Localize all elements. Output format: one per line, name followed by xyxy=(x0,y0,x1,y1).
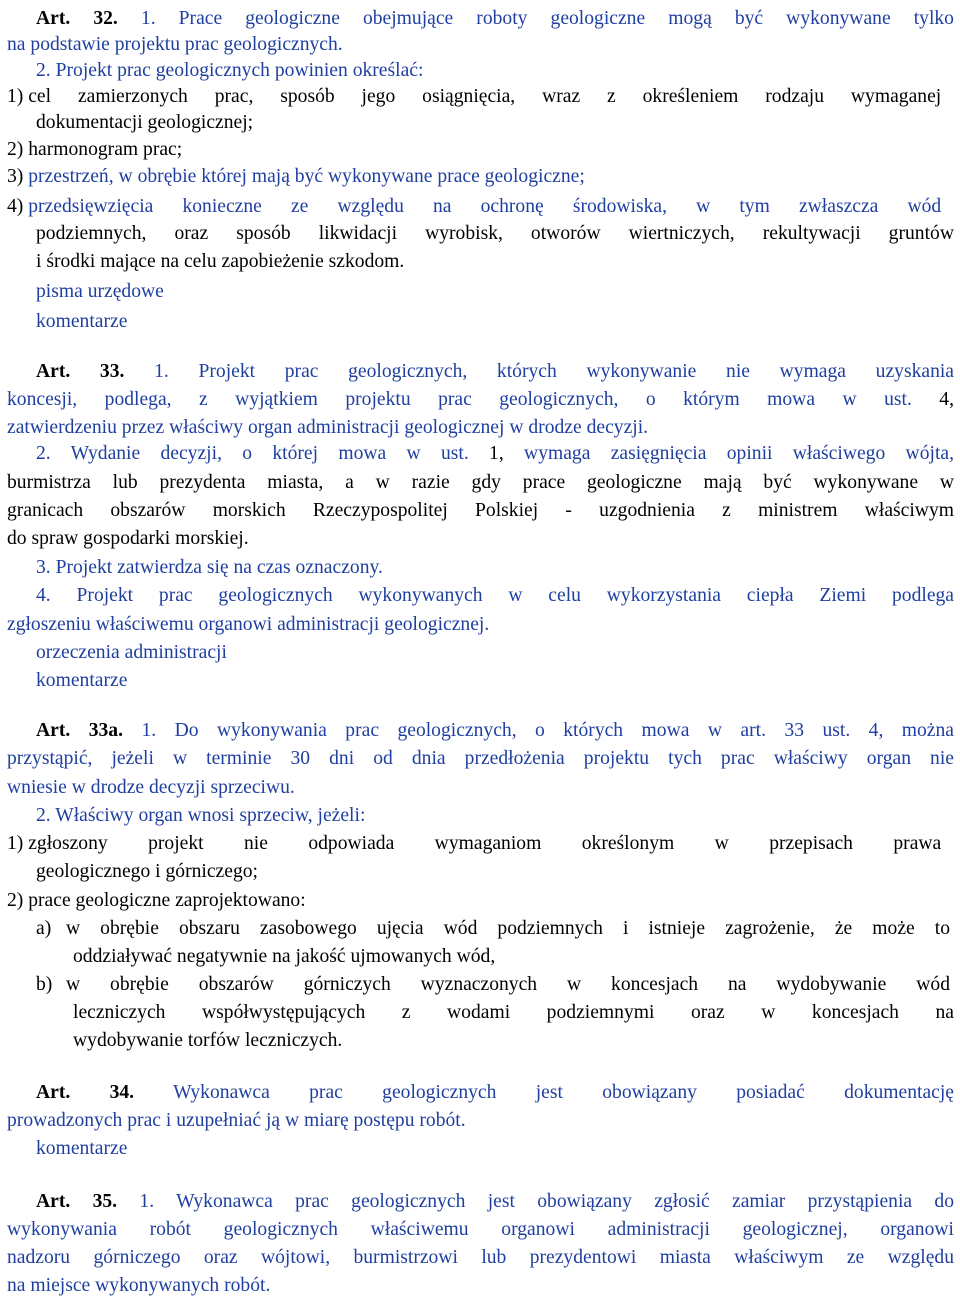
art35-line-3 xyxy=(7,1245,954,1271)
art32-line-3 xyxy=(36,58,954,84)
art32-line-1 xyxy=(36,6,954,32)
paragraph-text[interactable]: koncesji, podlega, z wyjątkiem projektu prac geologicznych, o którym mowa w ust. xyxy=(7,389,912,410)
art33-line-5 xyxy=(7,470,954,496)
paragraph-text: granicach obszarów morskich Rzeczypospolitej Polskiej - uzgodnienia z ministrem właściwym xyxy=(7,500,954,521)
list-item xyxy=(7,831,954,857)
sub-text: w obrębie obszaru zasobowego ujęcia wód podziemnych i istnieje zagrożenie, że może to xyxy=(66,918,950,939)
list-item-cont xyxy=(36,859,954,885)
paragraph-text[interactable]: Do wykonywania prac geologicznych, o których mowa w art. 33 ust. 4, można xyxy=(174,720,954,741)
sub-item xyxy=(36,972,954,998)
paragraph-number[interactable]: 4. xyxy=(36,585,51,606)
paragraph-text[interactable]: Projekt prac geologicznych wykonywanych w celu wykorzystania ciepła Ziemi podlega xyxy=(76,585,955,606)
paragraph-text[interactable]: Wykonawca prac geologicznych jest obowiązany zgłosić zamiar przystąpienia do xyxy=(176,1191,954,1212)
list-text: i środki mające na celu zapobieżenie szkodom. xyxy=(36,251,405,272)
art33-line-7 xyxy=(7,526,954,552)
list-number: 1) xyxy=(7,833,24,854)
paragraph-text[interactable]: zatwierdzeniu przez właściwy organ administracji geologicznej w drodze decyzji. xyxy=(7,417,649,438)
list-text[interactable]: przestrzeń, w obrębie której mają być wykonywane prace geologiczne; xyxy=(28,166,585,187)
paragraph-text[interactable]: Prace geologiczne obejmujące roboty geologiczne mogą być wykonywane tylko xyxy=(178,8,954,29)
list-text[interactable]: przedsięwzięcia konieczne ze względu na ochronę środowiska, w tym zwłaszcza wód xyxy=(28,196,942,217)
list-number: 2) xyxy=(7,139,24,160)
paragraph-text: do spraw gospodarki morskiej. xyxy=(7,528,249,549)
list-text: podziemnych, oraz sposób likwidacji wyrobisk, otworów wiertniczych, rekultywacji gruntów xyxy=(36,223,954,244)
paragraph-text[interactable]: Projekt zatwierdza się na czas oznaczony. xyxy=(55,557,383,578)
sub-text: w obrębie obszarów górniczych wyznaczonych w koncesjach na wydobywanie wód xyxy=(66,974,950,995)
list-text: geologicznego i górniczego; xyxy=(36,861,258,882)
link-text[interactable]: komentarze xyxy=(36,670,128,691)
article-label: Art. 35. xyxy=(36,1191,118,1212)
paragraph-text[interactable]: zgłoszeniu właściwemu organowi administracji geologicznej. xyxy=(7,614,490,635)
paragraph-text: burmistrza lub prezydenta miasta, a w razie gdy prace geologiczne mają być wykonywane w xyxy=(7,472,954,493)
list-item xyxy=(7,137,954,163)
pisma-urzedowe-link[interactable] xyxy=(36,279,954,305)
art33-line-10 xyxy=(7,612,954,638)
sub-item xyxy=(36,916,954,942)
list-item xyxy=(7,84,954,110)
sub-number: a) xyxy=(36,918,52,939)
article-label: Art. 33. xyxy=(36,361,125,382)
art35-line-1 xyxy=(36,1189,954,1215)
art33-line-8 xyxy=(36,555,954,581)
paragraph-text[interactable]: prowadzonych prac i uzupełniać ją w miarę postępu robót. xyxy=(7,1110,466,1131)
paragraph-number[interactable]: 1. xyxy=(141,720,157,741)
art33a-line-3 xyxy=(7,775,954,801)
paragraph-number[interactable]: 2. xyxy=(36,60,51,81)
art35-line-4 xyxy=(7,1273,954,1299)
paragraph-text[interactable]: nadzoru górniczego oraz wójtowi, burmistrzowi lub prezydentowi miasta właściwym ze względu xyxy=(7,1247,954,1268)
art33-line-2 xyxy=(7,387,954,413)
art33-line-3 xyxy=(7,415,954,441)
list-text: zgłoszony projekt nie odpowiada wymaganiom określonym w przepisach prawa xyxy=(28,833,942,854)
list-text: dokumentacji geologicznej; xyxy=(36,112,254,133)
ref-number[interactable]: 1, xyxy=(489,443,504,464)
paragraph-text[interactable]: wniesie w drodze decyzji sprzeciwu. xyxy=(7,777,295,798)
list-item xyxy=(7,164,954,190)
sub-text: oddziaływać negatywnie na jakość ujmowanych wód, xyxy=(73,946,496,967)
art33a-line-2 xyxy=(7,746,954,772)
paragraph-number[interactable]: 2. xyxy=(36,805,51,826)
list-item-cont xyxy=(36,249,954,275)
komentarze-link[interactable] xyxy=(36,309,954,335)
sub-number: b) xyxy=(36,974,53,995)
link-text[interactable]: komentarze xyxy=(36,1138,128,1159)
art33a-line-4 xyxy=(36,803,954,829)
list-text: harmonogram prac; xyxy=(28,139,183,160)
orzeczenia-link[interactable] xyxy=(36,640,954,666)
list-item-cont xyxy=(36,110,954,136)
art33-line-9 xyxy=(36,583,954,609)
paragraph-text[interactable]: na podstawie projektu prac geologicznych. xyxy=(7,34,343,55)
art34-line-1 xyxy=(36,1080,954,1106)
art33a-line-1 xyxy=(36,718,954,744)
list-text: prace geologiczne zaprojektowano: xyxy=(28,890,306,911)
art33-line-4 xyxy=(36,441,954,467)
paragraph-text[interactable]: Właściwy organ wnosi sprzeciw, jeżeli: xyxy=(55,805,366,826)
art34-line-2 xyxy=(7,1108,954,1134)
paragraph-text[interactable]: Projekt prac geologicznych powinien określać: xyxy=(55,60,424,81)
komentarze-link[interactable] xyxy=(36,1136,954,1162)
paragraph-text[interactable]: Wykonawca prac geologicznych jest obowiązany posiadać dokumentację xyxy=(173,1082,954,1103)
list-number: 3) xyxy=(7,166,24,187)
art33-line-6 xyxy=(7,498,954,524)
paragraph-number[interactable]: 1. xyxy=(140,8,156,29)
paragraph-text[interactable]: przystąpić, jeżeli w terminie 30 dni od dnia przedłożenia projektu tych prac właściwy organ nie xyxy=(7,748,954,769)
list-text: cel zamierzonych prac, sposób jego osiągnięcia, wraz z określeniem rodzaju wymaganej xyxy=(28,86,942,107)
list-item-cont xyxy=(36,221,954,247)
paragraph-number[interactable]: 1. xyxy=(139,1191,155,1212)
art35-line-2 xyxy=(7,1217,954,1243)
ref-number[interactable]: 4, xyxy=(939,389,954,410)
art32-line-2 xyxy=(7,32,954,58)
paragraph-text[interactable]: Projekt prac geologicznych, których wykonywanie nie wymaga uzyskania xyxy=(198,361,955,382)
link-text[interactable]: komentarze xyxy=(36,311,128,332)
paragraph-text[interactable]: Wydanie decyzji, o której mowa w ust. xyxy=(70,443,469,464)
sub-item-cont xyxy=(73,944,954,970)
sub-item-cont xyxy=(73,1000,954,1026)
paragraph-number[interactable]: 2. xyxy=(36,443,51,464)
paragraph-number[interactable]: 3. xyxy=(36,557,51,578)
link-text[interactable]: pisma urzędowe xyxy=(36,281,164,302)
sub-text: leczniczych współwystępujących z wodami podziemnymi oraz w koncesjach na xyxy=(73,1002,954,1023)
article-label: Art. 34. xyxy=(36,1082,135,1103)
art33-line-1 xyxy=(36,359,954,385)
paragraph-text[interactable]: na miejsce wykonywanych robót. xyxy=(7,1275,271,1296)
sub-text: wydobywanie torfów leczniczych. xyxy=(73,1030,343,1051)
paragraph-number[interactable]: 1. xyxy=(154,361,169,382)
list-number: 4) xyxy=(7,196,24,217)
komentarze-link[interactable] xyxy=(36,668,954,694)
list-item xyxy=(7,888,954,914)
paragraph-text[interactable]: wymaga zasięgnięcia opinii właściwego wójta, xyxy=(524,443,954,464)
paragraph-text[interactable]: wykonywania robót geologicznych właściwemu organowi administracji geologicznej, organowi xyxy=(7,1219,954,1240)
list-item xyxy=(7,194,954,220)
article-label: Art. 33a. xyxy=(36,720,123,741)
list-number: 1) xyxy=(7,86,24,107)
sub-item-cont xyxy=(73,1028,954,1054)
article-label: Art. 32. xyxy=(36,8,118,29)
list-number: 2) xyxy=(7,890,24,911)
link-text[interactable]: orzeczenia administracji xyxy=(36,642,227,663)
